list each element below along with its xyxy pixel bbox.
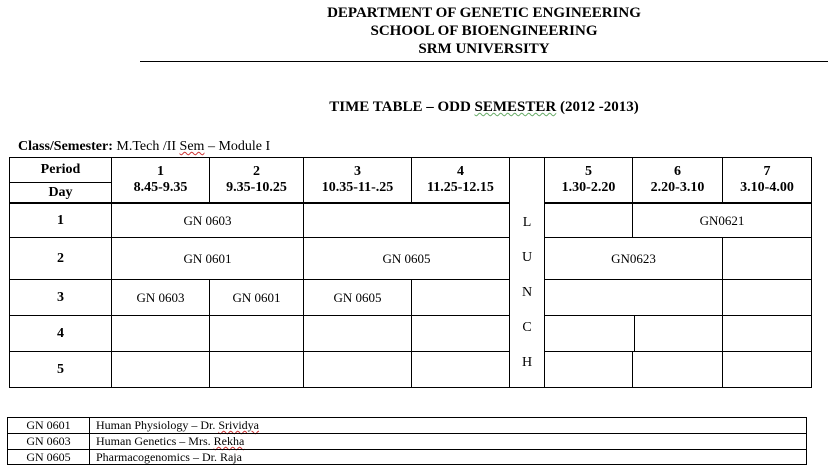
lunch-letter: N	[521, 285, 533, 300]
day-1-periods-3-4	[303, 203, 510, 238]
day-5-period-7	[722, 351, 812, 388]
period-time: 9.35-10.25	[226, 180, 287, 195]
legend-subject	[89, 417, 807, 434]
legend-subject	[89, 449, 807, 465]
day-1-period-5	[544, 203, 633, 238]
day-5-period-4	[411, 351, 510, 388]
period-num: 6	[674, 164, 681, 179]
legend-code: GN 0601	[7, 417, 90, 434]
day-5-period-3	[303, 351, 412, 388]
day-5-label: 5	[9, 351, 112, 388]
legend-faculty: Rekha	[213, 434, 245, 448]
legend-code: GN 0605	[7, 449, 90, 465]
day-3-period-7	[722, 279, 812, 316]
day-4-period-5	[544, 315, 635, 352]
department-heading: DEPARTMENT OF GENETIC ENGINEERING	[327, 5, 641, 21]
period-2-header	[209, 157, 304, 203]
period-1-header	[111, 157, 210, 203]
period-time: 10.35-11-.25	[321, 180, 394, 195]
period-4-header	[411, 157, 510, 203]
university-heading: SRM UNIVERSITY	[418, 41, 550, 57]
class-sem: Sem	[179, 139, 205, 154]
period-time: 8.45-9.35	[133, 180, 188, 195]
lunch-letter: C	[522, 320, 532, 335]
period-num: 5	[585, 164, 592, 179]
day-4-period-4	[411, 315, 510, 352]
day-4-period-2	[209, 315, 304, 352]
day-4-period-6	[634, 315, 723, 352]
period-num: 7	[763, 164, 771, 179]
day-2-periods-3-4: GN 0605	[303, 237, 510, 280]
legend-code: GN 0603	[7, 433, 90, 450]
day-5-period-6	[632, 351, 723, 388]
day-1-label: 1	[9, 203, 112, 238]
day-header: Day	[9, 182, 112, 203]
timetable-title	[140, 99, 828, 116]
day-2-label: 2	[9, 237, 112, 280]
legend-subject	[89, 433, 807, 450]
period-num: 2	[253, 164, 260, 179]
day-2-period-7	[722, 237, 812, 280]
class-label: Class/Semester:	[18, 139, 113, 154]
day-3-period-3: GN 0605	[303, 279, 412, 316]
lunch-letter: U	[521, 250, 533, 265]
period-header: Period	[9, 157, 112, 183]
day-4-period-1	[111, 315, 210, 352]
header-divider	[140, 61, 828, 62]
legend-subject-text: Human Physiology – Dr.	[96, 418, 219, 432]
period-7-header	[722, 157, 812, 203]
period-3-header	[303, 157, 412, 203]
period-time: 2.20-3.10	[650, 180, 705, 195]
school-heading: SCHOOL OF BIOENGINEERING	[370, 23, 598, 39]
period-5-header	[544, 157, 633, 203]
legend-subject-text: Pharmacogenomics – Dr. Raja	[96, 450, 242, 464]
day-1-periods-1-2: GN 0603	[111, 203, 304, 238]
day-3-period-2: GN 0601	[209, 279, 304, 316]
lunch-letter: L	[522, 215, 532, 230]
day-3-period-4	[411, 279, 510, 316]
day-4-period-7	[722, 315, 812, 352]
day-5-period-2	[209, 351, 304, 388]
day-1-periods-6-7: GN0621	[632, 203, 812, 238]
period-num: 1	[157, 164, 164, 179]
day-5-period-5	[544, 351, 633, 388]
period-num: 4	[457, 164, 464, 179]
legend-faculty: Srividya	[218, 418, 260, 432]
day-4-label: 4	[9, 315, 112, 352]
period-time: 3.10-4.00	[740, 180, 794, 195]
class-value: M.Tech /II	[116, 139, 180, 154]
day-5-period-1	[111, 351, 210, 388]
period-time: 11.25-12.15	[427, 180, 494, 195]
period-6-header	[632, 157, 723, 203]
day-3-periods-5-6	[544, 279, 723, 316]
legend-subject-text: Human Genetics – Mrs.	[96, 434, 214, 448]
day-2-periods-5-6: GN0623	[544, 237, 723, 280]
day-3-label: 3	[9, 279, 112, 316]
class-semester-line	[18, 139, 270, 155]
day-3-period-1: GN 0603	[111, 279, 210, 316]
day-2-periods-1-2: GN 0601	[111, 237, 304, 280]
class-module: – Module I	[204, 139, 271, 154]
title-prefix: TIME TABLE – ODD	[329, 99, 475, 115]
lunch-letter: H	[521, 355, 533, 370]
title-semester: SEMESTER	[474, 99, 557, 115]
period-num: 3	[354, 164, 361, 179]
day-4-period-3	[303, 315, 412, 352]
lunch-column	[509, 157, 545, 388]
title-year: (2012 -2013)	[556, 99, 639, 115]
period-time: 1.30-2.20	[561, 180, 616, 195]
